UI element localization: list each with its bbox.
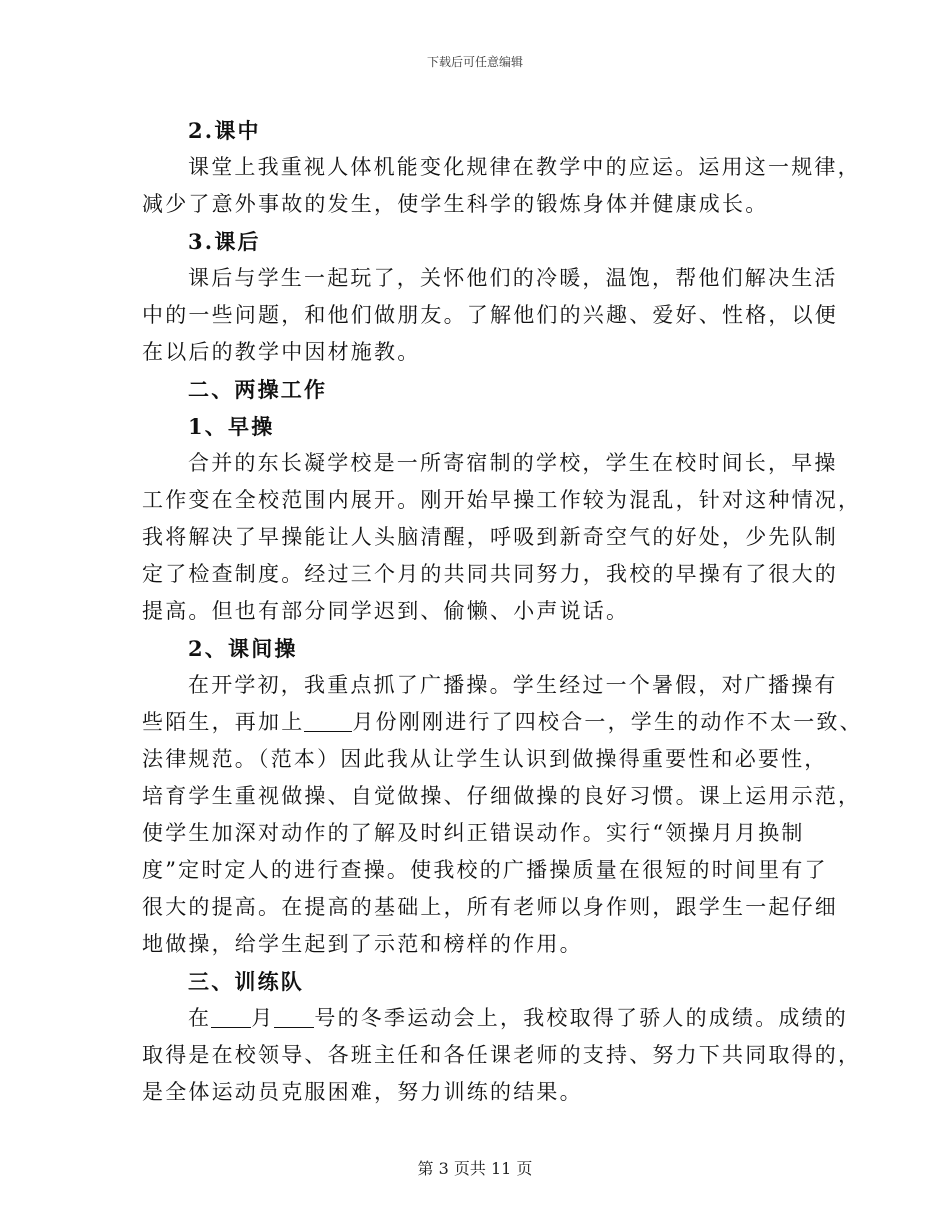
paragraph-line: 取得是在校领导、各班主任和各任课老师的支持、努力下共同取得的， <box>142 1043 862 1067</box>
paragraph-line: 是全体运动员克服困难，努力训练的结果。 <box>142 1080 583 1104</box>
page-number-footer: 第 3 页共 11 页 <box>417 1159 533 1178</box>
paragraph-line: 课堂上我重视人体机能变化规律在教学中的应运。运用这一规律， <box>188 155 861 179</box>
document-body <box>142 112 863 1111</box>
section-heading-two-exercises: 二、两操工作 <box>188 377 328 402</box>
text-segment: 些陌生，再加上 <box>142 710 305 734</box>
fill-in-blank <box>304 709 352 732</box>
paragraph-line: 定了检查制度。经过三个月的共同共同努力，我校的早操有了很大的 <box>142 562 838 586</box>
paragraph-line: 工作变在全校范围内展开。刚开始早操工作较为混乱，针对这种情况， <box>142 488 862 512</box>
paragraph-line: 很大的提高。在提高的基础上，所有老师以身作则，跟学生一起仔细 <box>142 895 838 919</box>
paragraph-line: 我将解决了早操能让人头脑清醒，呼吸到新奇空气的好处，少先队制 <box>142 525 838 549</box>
section-heading-after-class: 3.课后 <box>188 229 261 254</box>
section-heading-in-class: 2.课中 <box>188 118 261 143</box>
paragraph-line: 使学生加深对动作的了解及时纠正错误动作。实行“领操月月换制 <box>142 821 805 845</box>
text-segment: 月份刚刚进行了四校合一，学生的动作不太一致、 <box>352 710 863 734</box>
fill-in-blank <box>211 1005 251 1028</box>
paragraph-line: 在开学初，我重点抓了广播操。学生经过一个暑假，对广播操有 <box>188 673 838 697</box>
subheading-break-exercise: 2、课间操 <box>188 636 298 661</box>
paragraph-line <box>142 1000 849 1037</box>
paragraph-line: 减少了意外事故的发生，使学生科学的锻炼身体并健康成长。 <box>142 192 769 216</box>
paragraph-line: 度”定时定人的进行查操。使我校的广播操质量在很短的时间里有了 <box>142 858 828 882</box>
text-segment: 号的冬季运动会上，我校取得了骄人的成绩。成绩的 <box>314 1006 849 1030</box>
paragraph-line: 中的一些问题，和他们做朋友。了解他们的兴趣、爱好、性格，以便 <box>142 303 838 327</box>
paragraph-line: 提高。但也有部分同学迟到、偷懒、小声说话。 <box>142 599 630 623</box>
page-header-note: 下载后可任意编辑 <box>426 55 523 69</box>
text-segment: 月 <box>251 1006 275 1030</box>
paragraph-line: 在以后的教学中因材施教。 <box>142 340 421 364</box>
paragraph-line <box>142 704 863 741</box>
paragraph-line: 地做操，给学生起到了示范和榜样的作用。 <box>142 932 583 956</box>
paragraph-line: 合并的东长凝学校是一所寄宿制的学校，学生在校时间长，早操 <box>188 451 838 475</box>
section-heading-training-team: 三、训练队 <box>188 969 304 994</box>
paragraph-line: 法律规范。（范本）因此我从让学生认识到做操得重要性和必要性， <box>142 747 828 771</box>
subheading-morning-exercise: 1、早操 <box>188 414 275 439</box>
fill-in-blank <box>274 1005 314 1028</box>
text-segment: 在 <box>188 1006 212 1030</box>
paragraph-line: 培育学生重视做操、自觉做操、仔细做操的良好习惯。课上运用示范， <box>142 784 862 808</box>
paragraph-line: 课后与学生一起玩了，关怀他们的冷暖，温饱，帮他们解决生活 <box>188 266 838 290</box>
